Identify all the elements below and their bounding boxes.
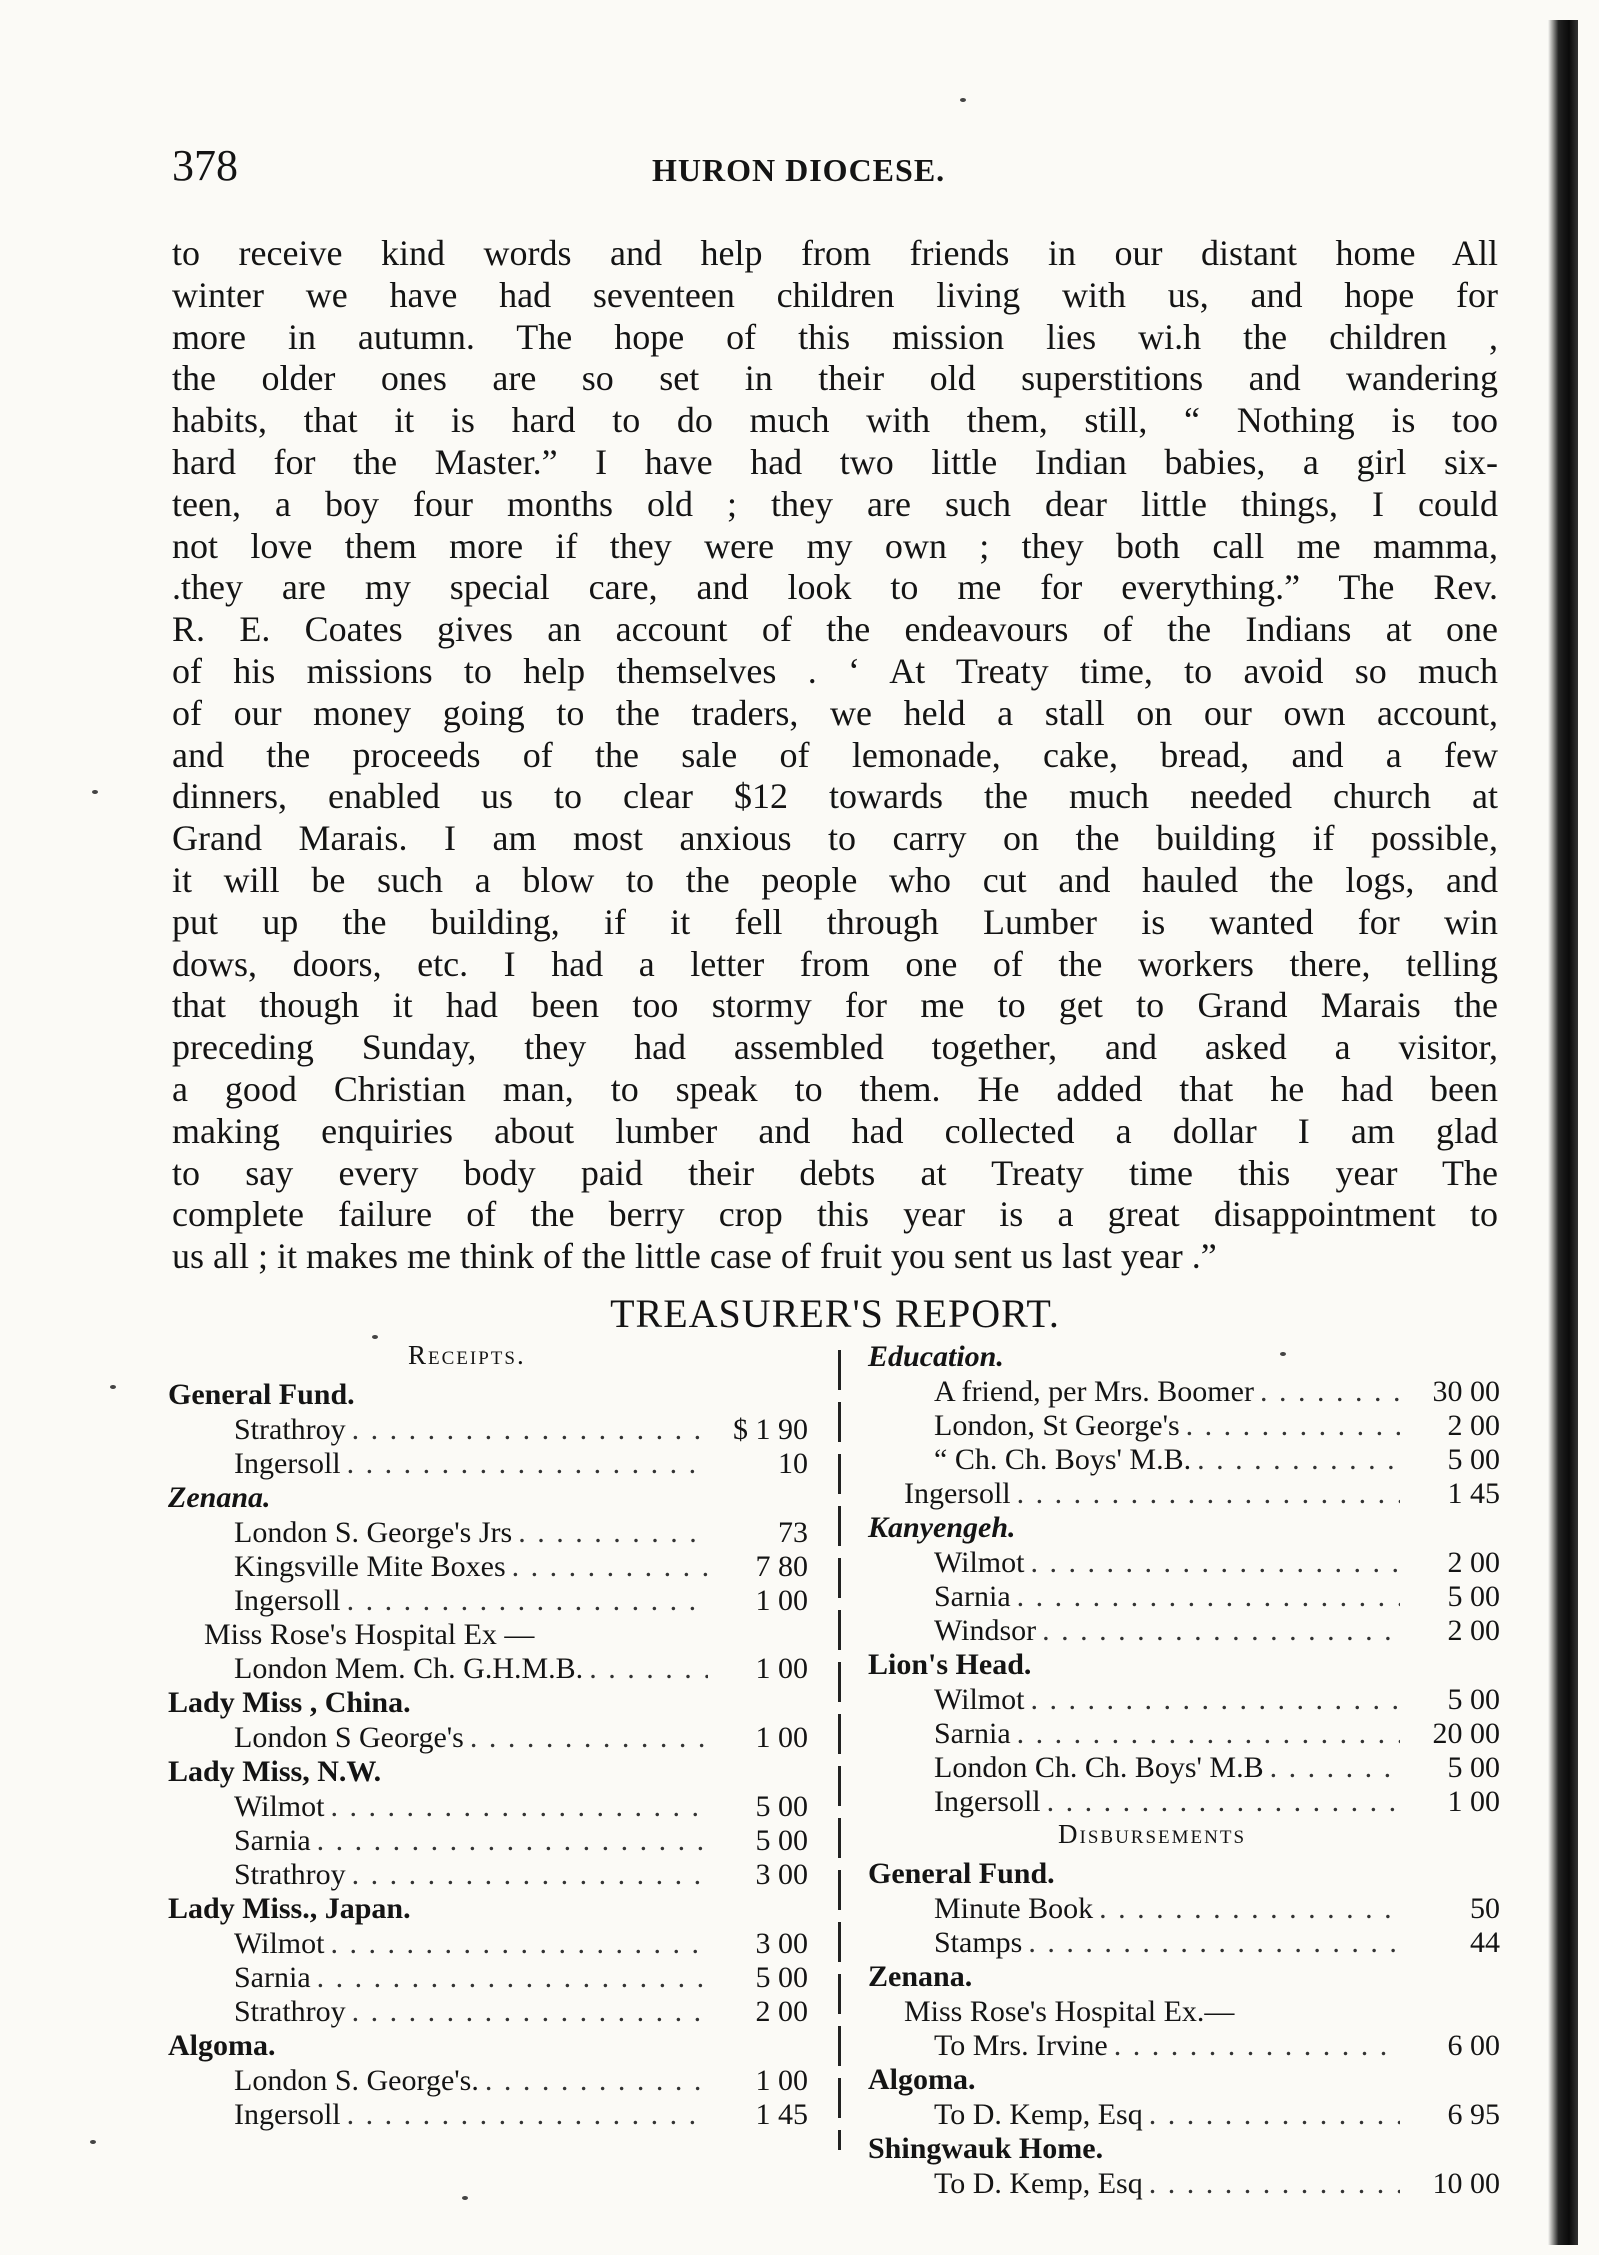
ledger-row — [868, 1926, 1500, 1960]
leader-dots — [1270, 1751, 1400, 1785]
text-line: us all ; it makes me think of the little case of fruit you sent us last year .” — [172, 1236, 1217, 1277]
subsection-heading — [168, 1618, 808, 1652]
row-amount: 5 00 — [1447, 1683, 1500, 1716]
row-amount: 5 00 — [1447, 1443, 1500, 1476]
row-label: Wilmot — [934, 1683, 1025, 1716]
row-amount: 6 95 — [1447, 2098, 1500, 2131]
row-label: London, St George's — [934, 1409, 1180, 1442]
row-label: Sarnia — [934, 1580, 1011, 1613]
ledger-row — [868, 2098, 1500, 2132]
section-heading: Zenana. — [168, 1481, 271, 1514]
row-amount: 1 00 — [755, 2064, 808, 2097]
ledger-row — [868, 2167, 1500, 2201]
row-label: Ingersoll — [234, 1584, 341, 1617]
row-amount: 50 — [1470, 1892, 1500, 1925]
section-heading: Lion's Head. — [868, 1648, 1032, 1681]
ledger-row — [168, 1447, 808, 1481]
leader-dots — [1017, 1717, 1400, 1751]
row-label: Stamps — [934, 1926, 1023, 1959]
ledger-row — [868, 1683, 1500, 1717]
ledger-row — [168, 1858, 808, 1892]
text-line: .they are my special care, and look to me for everything.” The Rev. — [172, 567, 1498, 608]
text-line: Grand Marais. I am most anxious to carry on the building if possible, — [172, 818, 1498, 859]
ledger-row — [868, 1580, 1500, 1614]
leader-dots — [1017, 1477, 1400, 1511]
ledger-row — [168, 2098, 808, 2132]
leader-dots — [1042, 1614, 1400, 1648]
text-line: dinners, enabled us to clear $12 towards the much needed church at — [172, 776, 1498, 817]
row-amount: 1 00 — [755, 1584, 808, 1617]
row-amount: 1 45 — [1447, 1477, 1500, 1510]
row-amount: 73 — [778, 1516, 808, 1549]
row-label: To Mrs. Irvine — [934, 2029, 1108, 2062]
leader-dots — [352, 1858, 708, 1892]
row-label: Wilmot — [234, 1927, 325, 1960]
row-label: To D. Kemp, Esq — [934, 2167, 1143, 2200]
text-line: habits, that it is hard to do much with them, still, “ Nothing is too — [172, 400, 1498, 441]
leader-dots — [1030, 1683, 1400, 1717]
row-amount: 1 00 — [1447, 1785, 1500, 1818]
leader-dots — [1017, 1580, 1400, 1614]
text-line: more in autumn. The hope of this mission lies wi.h the children , — [172, 316, 1498, 357]
row-label: Ingersoll — [934, 1785, 1041, 1818]
page-number: 378 — [172, 141, 238, 190]
ledger-row — [868, 1751, 1500, 1785]
row-label: London S. George's Jrs — [234, 1516, 513, 1549]
leader-dots — [347, 1447, 708, 1481]
row-amount: 5 00 — [755, 1961, 808, 1994]
row-amount: 2 00 — [755, 1995, 808, 2028]
row-amount: 2 00 — [1447, 1546, 1500, 1579]
ledger-row — [168, 2064, 808, 2098]
text-line: dows, doors, etc. I had a letter from one of the workers there, telling — [172, 943, 1498, 984]
text-line: to receive kind words and help from friends in our distant home All — [172, 233, 1498, 273]
receipts-label: Receipts. — [408, 1340, 526, 1370]
row-label: Windsor — [934, 1614, 1037, 1647]
row-label: Ingersoll — [234, 1447, 341, 1480]
row-label: Strathroy — [234, 1858, 346, 1891]
ledger-row — [868, 1443, 1500, 1477]
text-line: it will be such a blow to the people who cut and hauled the logs, and — [172, 859, 1498, 900]
row-amount: 6 00 — [1447, 2029, 1500, 2062]
row-amount: 5 00 — [755, 1824, 808, 1857]
row-label: Sarnia — [234, 1961, 311, 1994]
text-line: that though it had been too stormy for me to get to Grand Marais the — [172, 985, 1498, 1026]
leader-dots — [317, 1961, 708, 1995]
leader-dots — [1030, 1546, 1400, 1580]
ledger-row — [868, 1409, 1500, 1443]
ledger-row — [168, 1652, 808, 1686]
row-label: London S George's — [234, 1721, 464, 1754]
row-amount: 5 00 — [1447, 1751, 1500, 1784]
binding-edge — [1548, 20, 1578, 2245]
row-label: Miss Rose's Hospital Ex.— — [904, 1995, 1235, 2028]
disbursements-label: Disbursements — [1058, 1819, 1247, 1849]
leader-dots — [1028, 1926, 1400, 1960]
section-heading: Kanyengeh. — [868, 1511, 1016, 1544]
ledger-row — [168, 1516, 808, 1550]
section-heading: Lady Miss , China. — [168, 1686, 411, 1719]
ledger-row — [868, 1546, 1500, 1580]
ledger-row — [168, 1550, 808, 1584]
text-line: and the proceeds of the sale of lemonade, cake, bread, and a few — [172, 734, 1498, 775]
row-label: Kingsville Mite Boxes — [234, 1550, 506, 1583]
text-line: preceding Sunday, they had assembled together, and asked a visitor, — [172, 1027, 1498, 1068]
row-label: Ingersoll — [904, 1477, 1011, 1510]
ledger-row — [868, 1785, 1500, 1819]
text-line: of his missions to help themselves . ‘ At Treaty time, to avoid so much — [172, 650, 1498, 691]
leader-dots — [1149, 2098, 1400, 2132]
ledger-row — [168, 1721, 808, 1755]
section-heading: Algoma. — [868, 2063, 976, 2096]
row-label: Sarnia — [934, 1717, 1011, 1750]
row-label: Ingersoll — [234, 2098, 341, 2131]
text-line: hard for the Master.” I have had two little Indian babies, a girl six- — [172, 441, 1498, 482]
text-line: R. E. Coates gives an account of the endeavours of the Indians at one — [172, 609, 1498, 650]
ledger-row — [868, 1892, 1500, 1926]
row-amount: 44 — [1470, 1926, 1500, 1959]
row-label: To D. Kemp, Esq — [934, 2098, 1143, 2131]
ledger-row — [868, 1375, 1500, 1409]
row-amount: 20 00 — [1432, 1717, 1500, 1750]
leader-dots — [518, 1516, 708, 1550]
leader-dots — [317, 1824, 708, 1858]
row-amount: 5 00 — [1447, 1580, 1500, 1613]
row-label: “ Ch. Ch. Boys' M.B. — [934, 1443, 1192, 1476]
running-head: HURON DIOCESE. — [652, 152, 946, 188]
row-label: Strathroy — [234, 1995, 346, 2028]
ledger-row — [868, 1717, 1500, 1751]
row-amount: 1 00 — [755, 1652, 808, 1685]
section-heading: General Fund. — [868, 1857, 1055, 1890]
leader-dots — [1186, 1409, 1400, 1443]
row-label: Sarnia — [234, 1824, 311, 1857]
text-line: a good Christian man, to speak to them. He added that he had been — [172, 1068, 1498, 1109]
leader-dots — [1114, 2029, 1400, 2063]
row-amount: 10 00 — [1432, 2167, 1500, 2200]
row-label: A friend, per Mrs. Boomer — [934, 1375, 1254, 1408]
ledger-row — [168, 1961, 808, 1995]
leader-dots — [352, 1413, 708, 1447]
row-amount: $ 1 90 — [733, 1413, 808, 1446]
section-heading: Education. — [868, 1340, 1004, 1373]
report-title: TREASURER'S REPORT. — [610, 1291, 1060, 1336]
row-amount: 5 00 — [755, 1790, 808, 1823]
leader-dots — [347, 1584, 708, 1618]
text-line: to say every body paid their debts at Treaty time this year The — [172, 1152, 1498, 1193]
leader-dots — [330, 1790, 708, 1824]
row-label: London Mem. Ch. G.H.M.B. — [234, 1652, 584, 1685]
text-line: complete failure of the berry crop this year is a great disappointment to — [172, 1194, 1498, 1235]
row-amount: 2 00 — [1447, 1409, 1500, 1442]
text-line: not love them more if they were my own ; they both call me mamma, — [172, 525, 1498, 566]
row-amount: 7 80 — [755, 1550, 808, 1583]
row-label: Minute Book — [934, 1892, 1094, 1925]
ledger-row — [168, 1927, 808, 1961]
section-heading: Zenana. — [868, 1960, 973, 1993]
ledger-row — [168, 1824, 808, 1858]
row-label: London Ch. Ch. Boys' M.B — [934, 1751, 1264, 1784]
text-line: making enquiries about lumber and had collected a dollar I am glad — [172, 1110, 1498, 1151]
row-amount: 2 00 — [1447, 1614, 1500, 1647]
row-label: London S. George's. — [234, 2064, 479, 2097]
row-label: Wilmot — [934, 1546, 1025, 1579]
leader-dots — [485, 2064, 708, 2098]
row-amount: 3 00 — [755, 1858, 808, 1891]
leader-dots — [470, 1721, 708, 1755]
body-text — [172, 233, 1498, 1278]
ledger-row — [868, 1614, 1500, 1648]
leader-dots — [330, 1927, 708, 1961]
row-amount: 1 00 — [755, 1721, 808, 1754]
section-heading: Shingwauk Home. — [868, 2132, 1104, 2165]
leader-dots — [1047, 1785, 1400, 1819]
row-label: Wilmot — [234, 1790, 325, 1823]
page-header — [172, 140, 1497, 200]
section-heading: Lady Miss., Japan. — [168, 1892, 411, 1925]
row-amount: 30 00 — [1432, 1375, 1500, 1408]
text-line: put up the building, if it fell through Lumber is wanted for win — [172, 901, 1498, 942]
leader-dots — [589, 1652, 708, 1686]
section-heading: General Fund. — [168, 1378, 355, 1411]
disbursements-column — [868, 1340, 1500, 2201]
row-amount: 3 00 — [755, 1927, 808, 1960]
ledger-row — [168, 1584, 808, 1618]
leader-dots — [352, 1995, 708, 2029]
text-line: winter we have had seventeen children living with us, and hope for — [172, 274, 1498, 315]
leader-dots — [1099, 1892, 1400, 1926]
section-heading: Algoma. — [168, 2029, 276, 2062]
ledger-row — [868, 1477, 1500, 1511]
ledger-row — [868, 2029, 1500, 2063]
text-line: teen, a boy four months old ; they are such dear little things, I could — [172, 483, 1498, 524]
ledger-row — [168, 1413, 808, 1447]
subsection-heading — [868, 1995, 1500, 2029]
row-label: Strathroy — [234, 1413, 346, 1446]
row-amount: 1 45 — [755, 2098, 808, 2131]
text-line: of our money going to the traders, we held a stall on our own account, — [172, 692, 1498, 733]
leader-dots — [1260, 1375, 1400, 1409]
row-amount: 10 — [778, 1447, 808, 1480]
ledger-row — [168, 1995, 808, 2029]
leader-dots — [512, 1550, 708, 1584]
section-heading: Lady Miss, N.W. — [168, 1755, 382, 1788]
ledger-row — [168, 1790, 808, 1824]
row-label: Miss Rose's Hospital Ex — — [204, 1618, 535, 1651]
leader-dots — [1197, 1443, 1400, 1477]
leader-dots — [347, 2098, 708, 2132]
receipts-column — [168, 1340, 808, 2132]
leader-dots — [1149, 2167, 1400, 2201]
text-line: the older ones are so set in their old superstitions and wandering — [172, 358, 1498, 399]
column-divider — [838, 1350, 841, 2150]
